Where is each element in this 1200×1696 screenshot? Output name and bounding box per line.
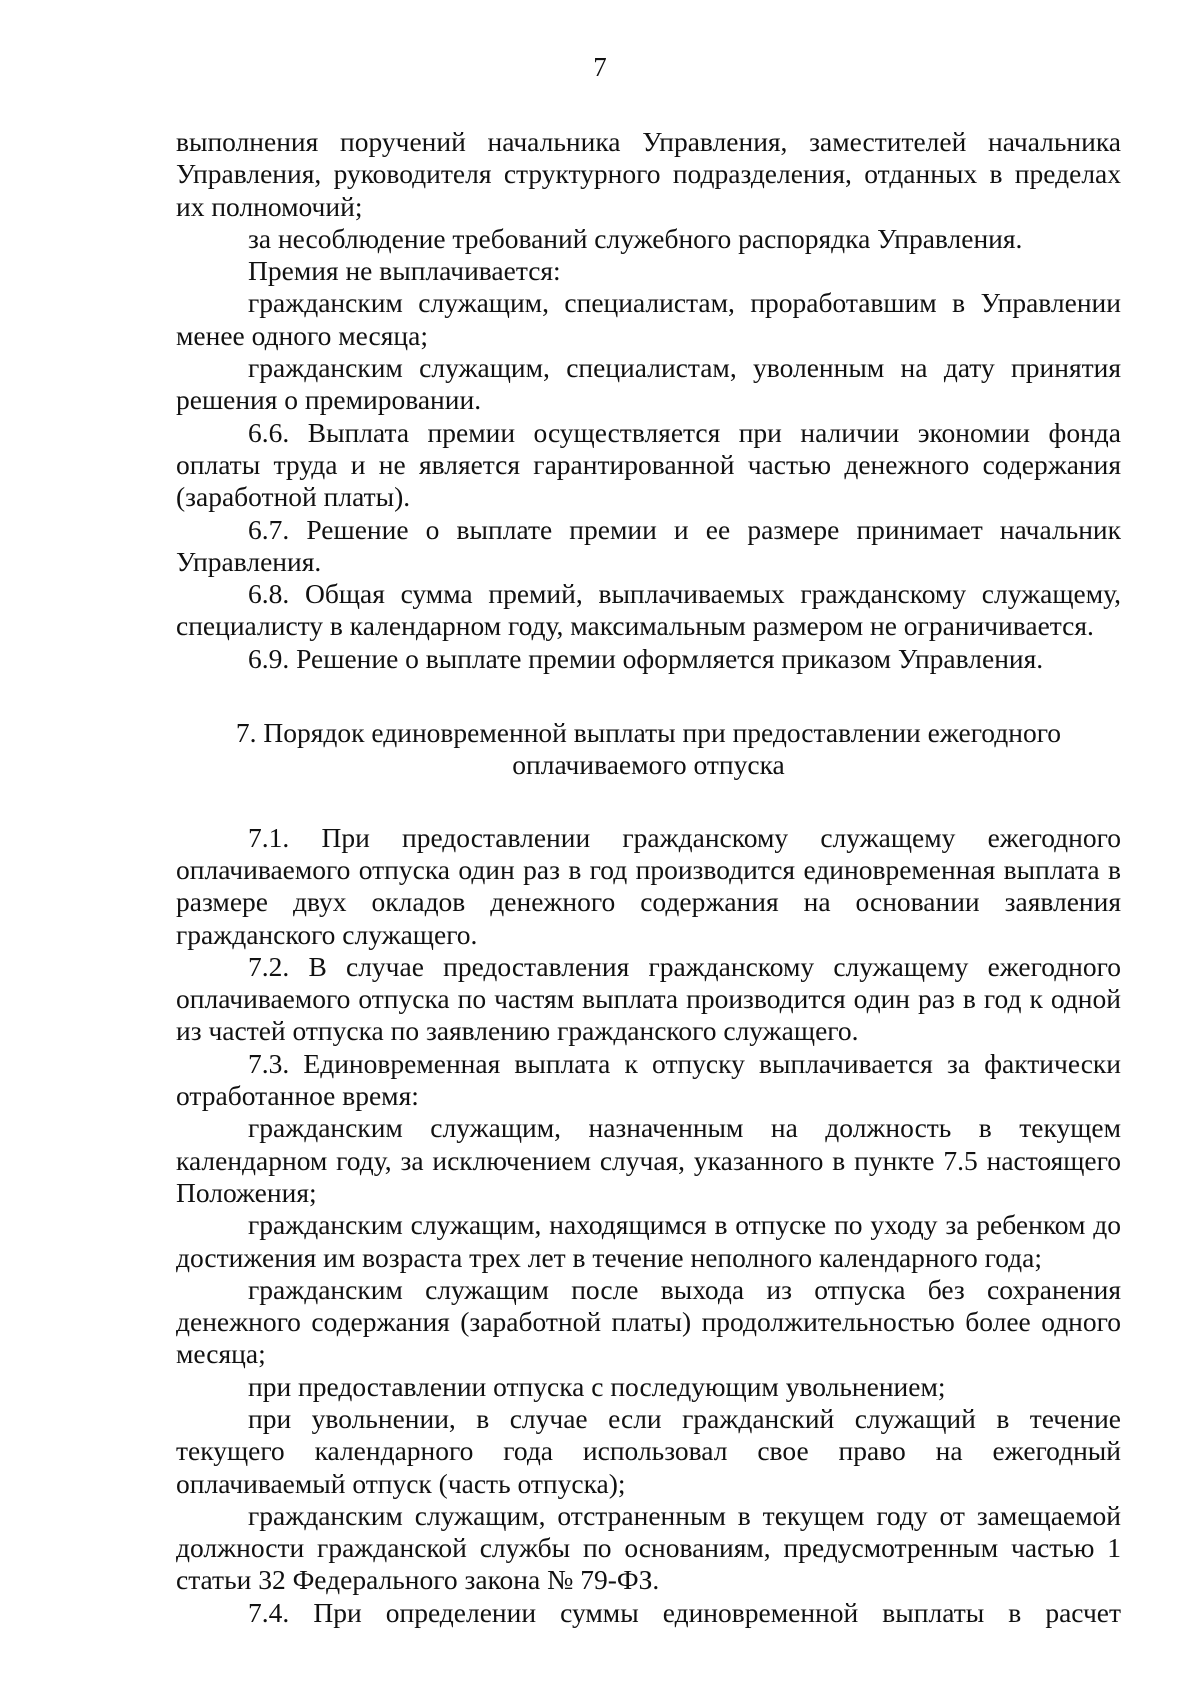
paragraph: гражданским служащим, специалистам, уволенным на дату принятия решения о премировании. bbox=[176, 352, 1121, 416]
document-body bbox=[176, 126, 1121, 1629]
paragraph: при предоставлении отпуска с последующим увольнением; bbox=[248, 1370, 946, 1402]
section-heading-line: оплачиваемого отпуска bbox=[512, 749, 785, 781]
paragraph: 7.1. При предоставлении гражданскому служащему ежегодного оплачиваемого отпуска один раз в год производится единовременная выплата в размере двух окладов денежного содержания на основании заявления гражданского служащего. bbox=[176, 821, 1121, 950]
section-heading-line: 7. Порядок единовременной выплаты при предоставлении ежегодного bbox=[235, 717, 1062, 749]
paragraph: гражданским служащим, назначенным на должность в текущем календарном году, за исключением случая, указанного в пункте 7.5 настоящего Положения; bbox=[176, 1112, 1121, 1208]
paragraph: 7.2. В случае предоставления гражданскому служащему ежегодного оплачиваемого отпуска по частям выплата производится один раз в год к одной из частей отпуска по заявлению гражданского служащего. bbox=[176, 950, 1121, 1047]
paragraph: гражданским служащим, находящимся в отпуске по уходу за ребенком до достижения им возраста трех лет в течение неполного календарного года; bbox=[176, 1209, 1121, 1273]
section-heading bbox=[176, 717, 1121, 782]
paragraph: выполнения поручений начальника Управления, заместителей начальника Управления, руководителя структурного подразделения, отданных в пределах их полномочий; bbox=[176, 126, 1121, 222]
paragraph: 6.8. Общая сумма премий, выплачиваемых гражданскому служащему, специалисту в календарном году, максимальным размером не ограничивается. bbox=[176, 578, 1121, 642]
paragraph: гражданским служащим после выхода из отпуска без сохранения денежного содержания (заработной платы) продолжительностью более одного месяца; bbox=[176, 1273, 1121, 1370]
paragraph: 6.6. Выплата премии осуществляется при наличии экономии фонда оплаты труда и не является гарантированной частью денежного содержания (заработной платы). bbox=[176, 416, 1121, 513]
paragraph: 6.7. Решение о выплате премии и ее размере принимает начальник Управления. bbox=[176, 513, 1121, 577]
paragraph: 7.3. Единовременная выплата к отпуску выплачивается за фактически отработанное время: bbox=[176, 1047, 1121, 1112]
paragraph: 7.4. При определении суммы единовременной выплаты в расчет bbox=[248, 1596, 1121, 1628]
page-number: 7 bbox=[593, 52, 607, 82]
paragraph: гражданским служащим, специалистам, проработавшим в Управлении менее одного месяца; bbox=[176, 287, 1121, 351]
paragraph: гражданским служащим, отстраненным в текущем году от замещаемой должности гражданской службы по основаниям, предусмотренным частью 1 статьи 32 Федерального закона № 79-ФЗ. bbox=[176, 1499, 1121, 1596]
paragraph: Премия не выплачивается: bbox=[248, 255, 561, 287]
paragraph: 6.9. Решение о выплате премии оформляется приказом Управления. bbox=[248, 642, 1044, 674]
paragraph: за несоблюдение требований служебного распорядка Управления. bbox=[248, 222, 1023, 254]
paragraph: при увольнении, в случае если гражданский служащий в течение текущего календарного года использовал свое право на ежегодный оплачиваемый отпуск (часть отпуска); bbox=[176, 1402, 1121, 1499]
